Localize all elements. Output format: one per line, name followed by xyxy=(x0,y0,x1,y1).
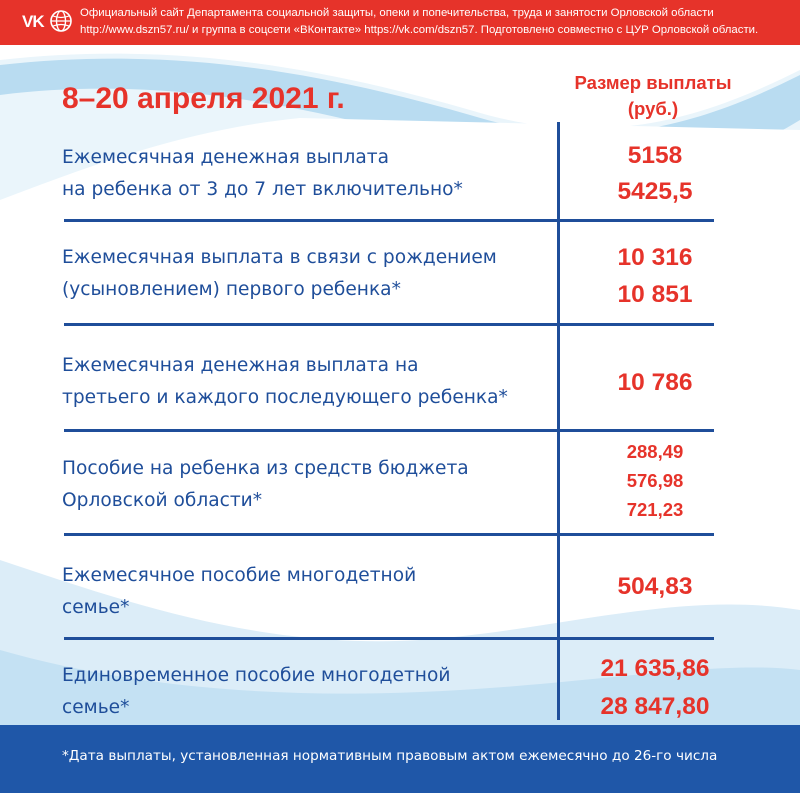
row-6-label xyxy=(62,660,562,724)
row-2-label-line-2: (усыновлением) первого ребенка* xyxy=(62,279,401,300)
row-4-value-3: 721,23 xyxy=(626,499,684,520)
row-divider xyxy=(64,637,714,640)
globe-icon[interactable] xyxy=(50,10,72,32)
row-3-label xyxy=(62,350,562,414)
column-header xyxy=(548,70,758,122)
date-title: 8–20 апреля 2021 г. xyxy=(62,82,345,115)
row-5-value-1: 504,83 xyxy=(617,573,693,600)
row-1-value-2: 5425,5 xyxy=(617,178,693,205)
row-4-label-line-2: Орловской области* xyxy=(62,490,263,511)
row-divider xyxy=(64,429,714,432)
row-4-value-2: 576,98 xyxy=(626,470,684,491)
header-line-1: Официальный сайт Департамента социальной защиты, опеки и попечительства, труда и занятости Орловской области xyxy=(80,7,714,19)
vk-logo-icon[interactable]: VK xyxy=(22,12,44,31)
row-6-value-1: 21 635,86 xyxy=(600,655,710,682)
row-divider xyxy=(64,323,714,326)
row-1-label-line-1: Ежемесячная денежная выплата xyxy=(62,147,390,168)
row-3-label-line-1: Ежемесячная денежная выплата на xyxy=(62,355,419,376)
row-divider xyxy=(64,219,714,222)
row-divider xyxy=(64,533,714,536)
column-header-line-2: (руб.) xyxy=(627,98,679,119)
row-6-label-line-2: семье* xyxy=(62,697,130,718)
row-4-label xyxy=(62,453,562,517)
row-1-label-line-2: на ребенка от 3 до 7 лет включительно* xyxy=(62,179,463,200)
row-5-label xyxy=(62,560,562,624)
row-5-label-line-2: семье* xyxy=(62,597,130,618)
header-line-2[interactable]: http://www.dszn57.ru/ и группа в соцсети «ВКонтакте» https://vk.com/dszn57. Подготовлено совместно с ЦУР Орловской области. xyxy=(80,24,759,36)
row-6-value-2: 28 847,80 xyxy=(600,693,710,720)
row-2-label xyxy=(62,242,562,306)
row-3-value-1: 10 786 xyxy=(617,369,693,396)
row-2-value-1: 10 316 xyxy=(617,244,693,271)
row-6-label-line-1: Единовременное пособие многодетной xyxy=(62,665,451,686)
row-1-value-1: 5158 xyxy=(627,142,683,169)
row-4-label-line-1: Пособие на ребенка из средств бюджета xyxy=(62,458,469,479)
row-4-value-1: 288,49 xyxy=(626,441,684,462)
row-3-label-line-2: третьего и каждого последующего ребенка* xyxy=(62,387,508,408)
row-1-label xyxy=(62,142,562,206)
logos xyxy=(22,10,72,34)
footnote: *Дата выплаты, установленная нормативным правовым актом ежемесячно до 26-го числа xyxy=(62,748,718,764)
top-banner xyxy=(0,0,800,45)
row-5-label-line-1: Ежемесячное пособие многодетной xyxy=(62,565,417,586)
column-header-line-1: Размер выплаты xyxy=(574,72,732,93)
row-2-value-2: 10 851 xyxy=(617,281,693,308)
row-2-label-line-1: Ежемесячная выплата в связи с рождением xyxy=(62,247,497,268)
column-divider xyxy=(557,122,560,720)
